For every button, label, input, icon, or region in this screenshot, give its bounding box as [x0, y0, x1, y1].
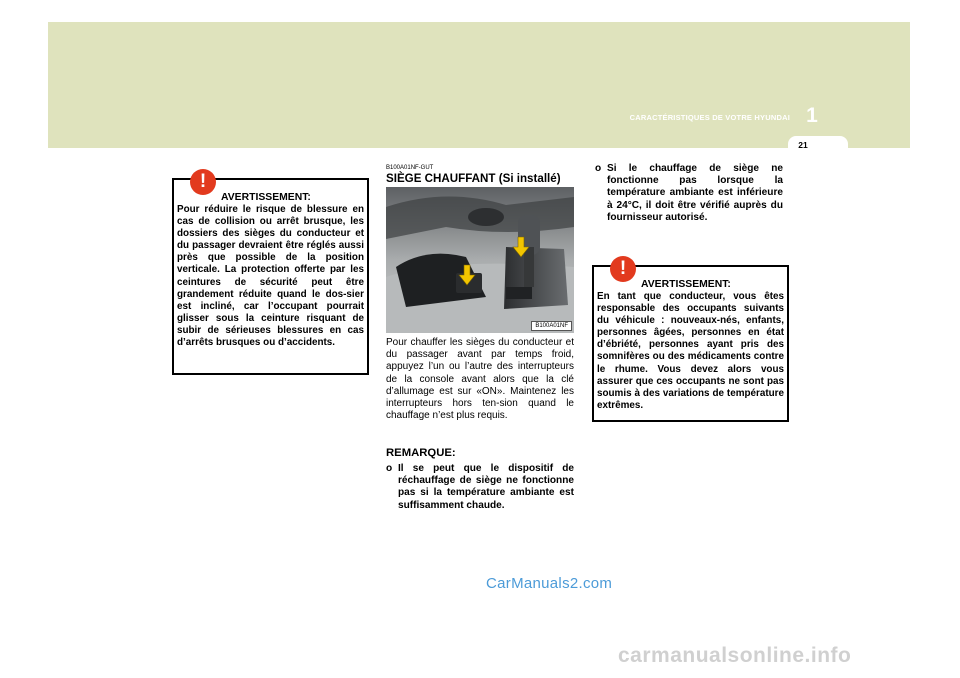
warning-title: AVERTISSEMENT: — [641, 279, 731, 290]
section-body: Pour chauffer les sièges du conducteur et du passager avant par temps froid, appuyez l’un ou l’autre des interrupteurs de la console avant alors que la clé d’allumage est sur «ON». Maintenez les interrupteurs hors ten-sion quand le chauffage n’est plus requis. — [386, 337, 574, 422]
header-band — [48, 22, 910, 148]
warning-title: AVERTISSEMENT: — [221, 192, 311, 203]
page-number: 21 — [798, 140, 808, 150]
warning-box-left — [172, 171, 369, 375]
right-bullet-item — [595, 163, 783, 224]
section-title: SIÈGE CHAUFFANT (Si installé) — [386, 172, 561, 185]
warning-text: Pour réduire le risque de blessure en cas de collision ou arrêt brusque, les dossiers des sièges du conducteur et du passager devraient être réglés aussi près que possible de la position verticale. La protection offerte par les ceintures de sécurité peut être grandement réduite quand le dos-sier est incliné, car l’occupant pourrait glisser sous la ceinture risquant de subir de sérieuses blessures en cas d’arrêts brusques ou d’accidents. — [177, 204, 364, 349]
remarque-title: REMARQUE: — [386, 447, 456, 459]
remarque-item — [386, 463, 574, 512]
warning-text: En tant que conducteur, vous êtes responsable des occupants suivants du véhicule : nouveaux-nés, enfants, personnes âgées, personnes en état d’ébriété, personnes ayant pris des somnifères ou des médicaments contre le rhume. Vous devez alors vous assurer que ces occupants ne sont pas soumis à des variations de température extrêmes. — [597, 291, 784, 411]
right-bullet-text: Si le chauffage de siège ne fonctionne pas lorsque la température ambiante est inférieure à 24°C, il doit être vérifié auprès du fournisseur autorisé. — [607, 163, 783, 223]
remarque-item-text: Il se peut que le dispositif de réchauffage de siège ne fonctionne pas si la température ambiante est suffisamment chaude. — [398, 463, 574, 511]
bullet-marker: o — [386, 463, 393, 474]
section-code: B100A01NF-GUT — [386, 165, 434, 171]
warning-box-right — [592, 258, 789, 422]
warning-icon: ! — [610, 256, 636, 282]
console-photo — [386, 187, 574, 333]
warning-icon: ! — [190, 169, 216, 195]
bullet-marker: o — [595, 163, 602, 174]
site-watermark[interactable]: CarManuals2.com — [486, 575, 613, 592]
chapter-title: CARACTÉRISTIQUES DE VOTRE HYUNDAI — [629, 113, 790, 122]
chapter-number: 1 — [806, 104, 818, 127]
footer-watermark: carmanualsonline.info — [618, 644, 852, 667]
console-illustration — [386, 187, 574, 333]
image-caption: B100A01NF — [531, 321, 572, 331]
